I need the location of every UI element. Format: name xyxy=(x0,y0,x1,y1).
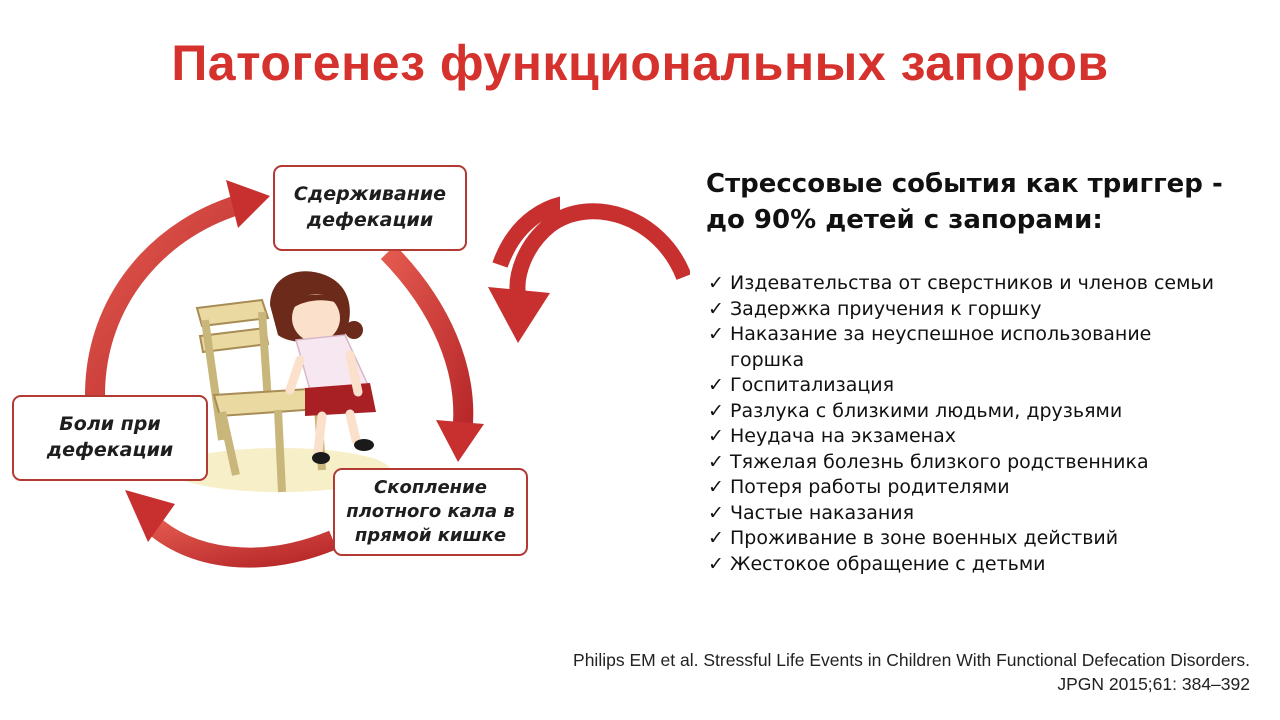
arrowhead-top xyxy=(226,180,270,228)
cycle-arrow-left-to-top xyxy=(95,202,248,395)
checkmark-icon: ✓ xyxy=(708,552,724,575)
cycle-box-withholding xyxy=(273,165,467,251)
checkmark-icon: ✓ xyxy=(708,374,724,396)
list-item: ✓ Разлука с близкими людьми, друзьями xyxy=(708,399,1228,425)
checkmark-icon: ✓ xyxy=(708,323,724,345)
list-item: ✓ Потеря работы родителями xyxy=(708,475,1228,501)
checkmark-icon: ✓ xyxy=(708,399,724,422)
list-item: ✓ Проживание в зоне военных действий xyxy=(708,526,1228,552)
list-item: ✓ Жестокое обращение с детьми xyxy=(708,552,1228,578)
checkmark-icon: ✓ xyxy=(708,425,724,447)
checkmark-icon: ✓ xyxy=(708,501,724,524)
triggers-list xyxy=(708,271,1228,577)
girl-illustration xyxy=(270,271,376,464)
list-item: ✓ Неудача на экзаменах xyxy=(708,424,1228,450)
cycle-box-withholding-label: Сдерживание дефекации xyxy=(293,183,447,231)
list-item: ✓ Частые наказания xyxy=(708,501,1228,527)
cycle-box-pain-label: Боли при дефекации xyxy=(46,413,174,461)
checkmark-icon: ✓ xyxy=(708,476,724,498)
cycle-arrow-bottom-to-left xyxy=(150,522,333,558)
slide-title: Патогенез функциональных запоров xyxy=(171,35,1109,91)
citation-line-2: JPGN 2015;61: 384–392 xyxy=(1057,674,1250,694)
checkmark-icon: ✓ xyxy=(708,297,724,320)
arrowhead-bottom-right xyxy=(436,420,484,462)
list-item: ✓ Наказание за неуспешное использование горшка xyxy=(708,323,1152,371)
list-item: ✓ Тяжелая болезнь близкого родственника xyxy=(708,450,1228,476)
citation-line-1: Philips EM et al. Stressful Life Events in Children With Functional Defecation Disorders. xyxy=(573,650,1250,670)
cycle-box-stool-accumulation xyxy=(333,468,528,556)
cycle-box-pain xyxy=(12,395,208,481)
citation xyxy=(350,648,1250,696)
cycle-arrow-top-to-bottom xyxy=(388,252,463,435)
list-item: ✓ Задержка приучения к горшку xyxy=(708,297,1228,323)
cycle-box-stool-accumulation-label: Скопление плотного кала в прямой кишке xyxy=(346,476,515,547)
trigger-arrow-graphic xyxy=(470,195,690,345)
checkmark-icon: ✓ xyxy=(708,450,724,473)
list-item: ✓ Госпитализация xyxy=(708,373,1228,399)
checkmark-icon: ✓ xyxy=(708,272,724,294)
checkmark-icon: ✓ xyxy=(708,527,724,549)
list-item: ✓ Издевательства от сверстников и членов семьи xyxy=(708,271,1228,297)
triggers-heading: Стрессовые события как триггер - до 90% детей с запорами: xyxy=(706,169,1223,235)
